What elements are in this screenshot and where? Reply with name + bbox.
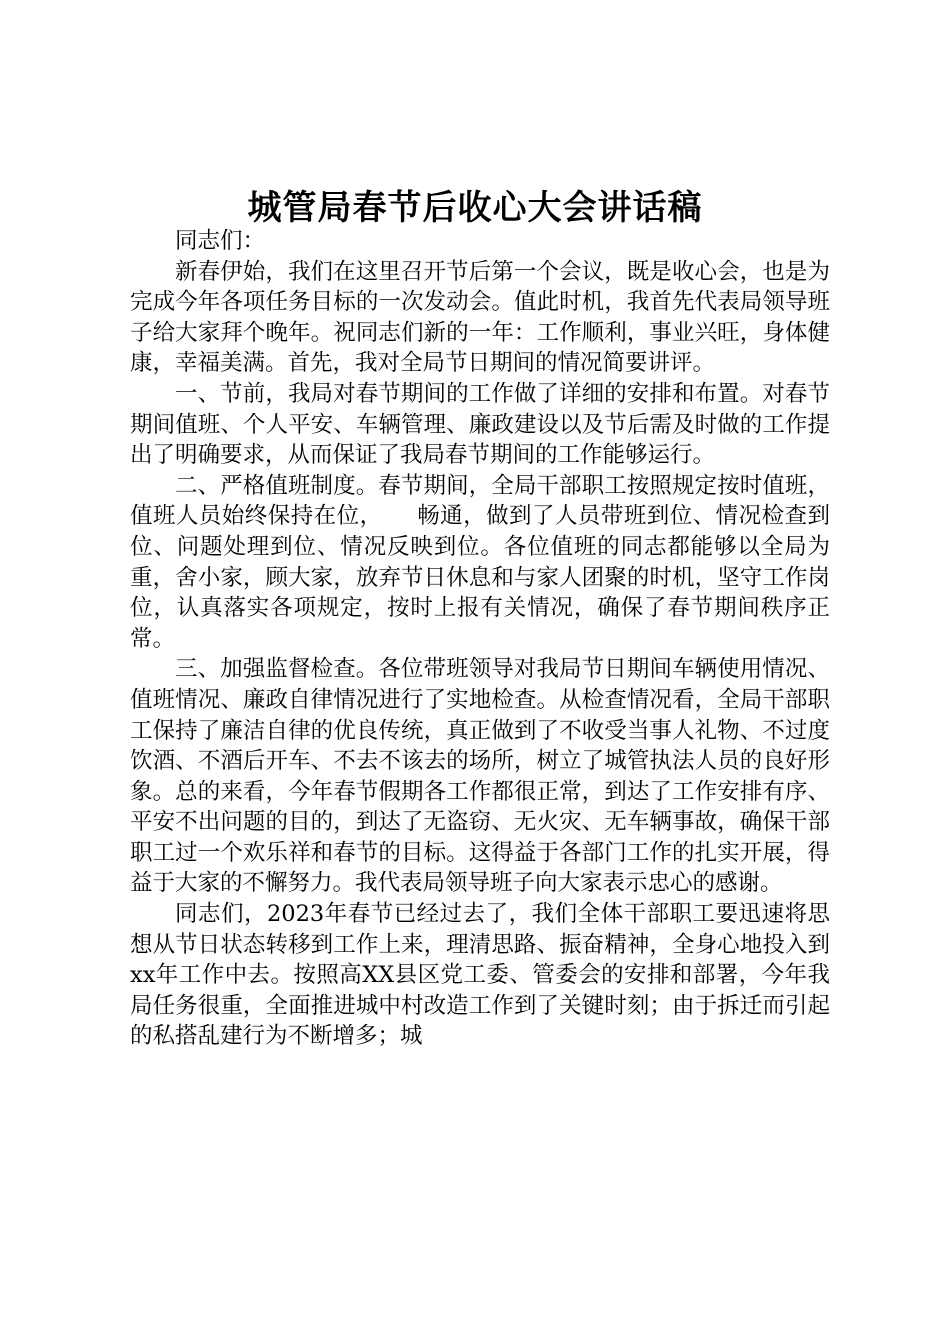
paragraph-intro: 新春伊始，我们在这里召开节后第一个会议，既是收心会，也是为完成今年各项任务目标的一次发动会。值此时机，我首先代表局领导班子给大家拜个晚年。祝同志们新的一年：工作顺利，事业兴旺，身体健康，幸福美满。首先，我对全局节日期间的情况简要讲评。 — [130, 258, 830, 377]
document-body — [130, 226, 830, 1052]
paragraph-closing: 同志们，2023年春节已经过去了，我们全体干部职工要迅速将思想从节日状态转移到工作上来，理清思路、振奋精神，全身心地投入到xx年工作中去。按照高XX县区党工委、管委会的安排和部署，今年我局任务很重，全面推进城中村改造工作到了关键时刻；由于拆迁而引起的私搭乱建行为不断增多；城 — [130, 901, 830, 1050]
paragraph-point-3: 三、加强监督检查。各位带班领导对我局节日期间车辆使用情况、值班情况、廉政自律情况进行了实地检查。从检查情况看，全局干部职工保持了廉洁自律的优良传统，真正做到了不收受当事人礼物、不过度饮酒、不酒后开车、不去不该去的场所，树立了城管执法人员的良好形象。总的来看，今年春节假期各工作都很正常，到达了工作安排有序、平安不出问题的目的，到达了无盗窃、无火灾、无车辆事故，确保干部职工过一个欢乐祥和春节的目标。这得益于各部门工作的扎实开展，得益于大家的不懈努力。我代表局领导班子向大家表示忠心的感谢。 — [130, 656, 830, 897]
document-title: 城管局春节后收心大会讲话稿 — [247, 188, 703, 228]
paragraph-point-2: 二、严格值班制度。春节期间，全局干部职工按照规定按时值班，值班人员始终保持在位， 畅通，做到了人员带班到位、情况检查到位、问题处理到位、情况反映到位。各位值班的同志都能够以全局为重，舍小家，顾大家，放弃节日休息和与家人团聚的时机，坚守工作岗位，认真落实各项规定，按时上报有关情况，确保了春节期间秩序正常。 — [130, 472, 830, 652]
paragraph-point-1: 一、节前，我局对春节期间的工作做了详细的安排和布置。对春节期间值班、个人平安、车辆管理、廉政建设以及节后需及时做的工作提出了明确要求，从而保证了我局春节期间的工作能够运行。 — [130, 380, 830, 469]
salutation: 同志们： — [175, 228, 266, 254]
